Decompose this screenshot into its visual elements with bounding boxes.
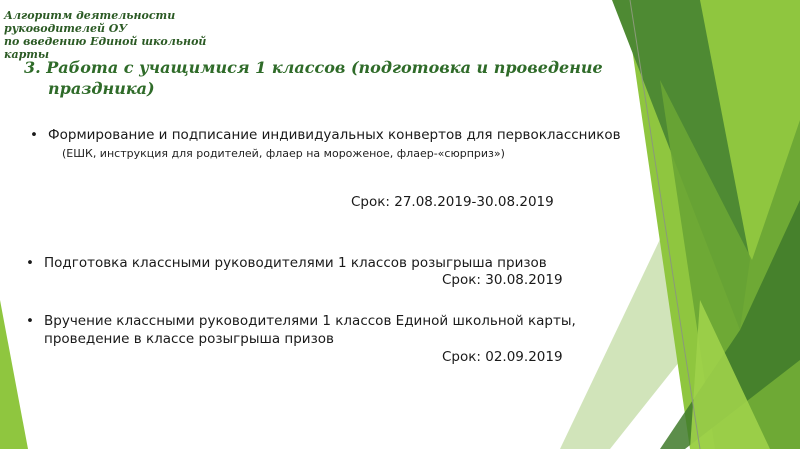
bullet-icon: • xyxy=(30,127,38,143)
section-heading-line2: праздника) xyxy=(48,79,155,98)
corner-title xyxy=(4,9,254,61)
list-item-continuation xyxy=(44,330,334,348)
corner-title-line: по введению Единой школьной xyxy=(4,35,207,48)
section-heading xyxy=(24,57,624,99)
corner-title-line: Алгоритм деятельности xyxy=(4,9,176,22)
deadline-text: Срок: 30.08.2019 xyxy=(442,272,563,288)
section-heading-line1: 3. Работа с учащимися 1 классов (подготовка и проведение xyxy=(24,58,603,77)
corner-title-line: карты xyxy=(4,48,50,61)
left-edge-strip xyxy=(0,300,28,449)
bullet-icon: • xyxy=(26,313,34,329)
list-item-text: Подготовка классными руководителями 1 классов розыгрыша призов xyxy=(44,255,547,271)
list-item-note: (ЕШК, инструкция для родителей, флаер на мороженое, флаер-«сюрприз») xyxy=(62,147,505,160)
bullet-icon: • xyxy=(26,255,34,271)
deadline-text: Срок: 27.08.2019-30.08.2019 xyxy=(351,194,554,210)
list-item-text: Формирование и подписание индивидуальных конвертов для первоклассников xyxy=(48,127,621,143)
list-item xyxy=(26,312,576,330)
list-item xyxy=(26,254,547,272)
corner-title-line: руководителей ОУ xyxy=(4,22,128,35)
deadline-text: Срок: 02.09.2019 xyxy=(442,349,563,365)
list-item-text-line1: Вручение классными руководителями 1 классов Единой школьной карты, xyxy=(44,313,576,329)
list-item xyxy=(30,126,621,144)
list-item-text-line2: проведение в классе розыгрыша призов xyxy=(44,331,334,347)
